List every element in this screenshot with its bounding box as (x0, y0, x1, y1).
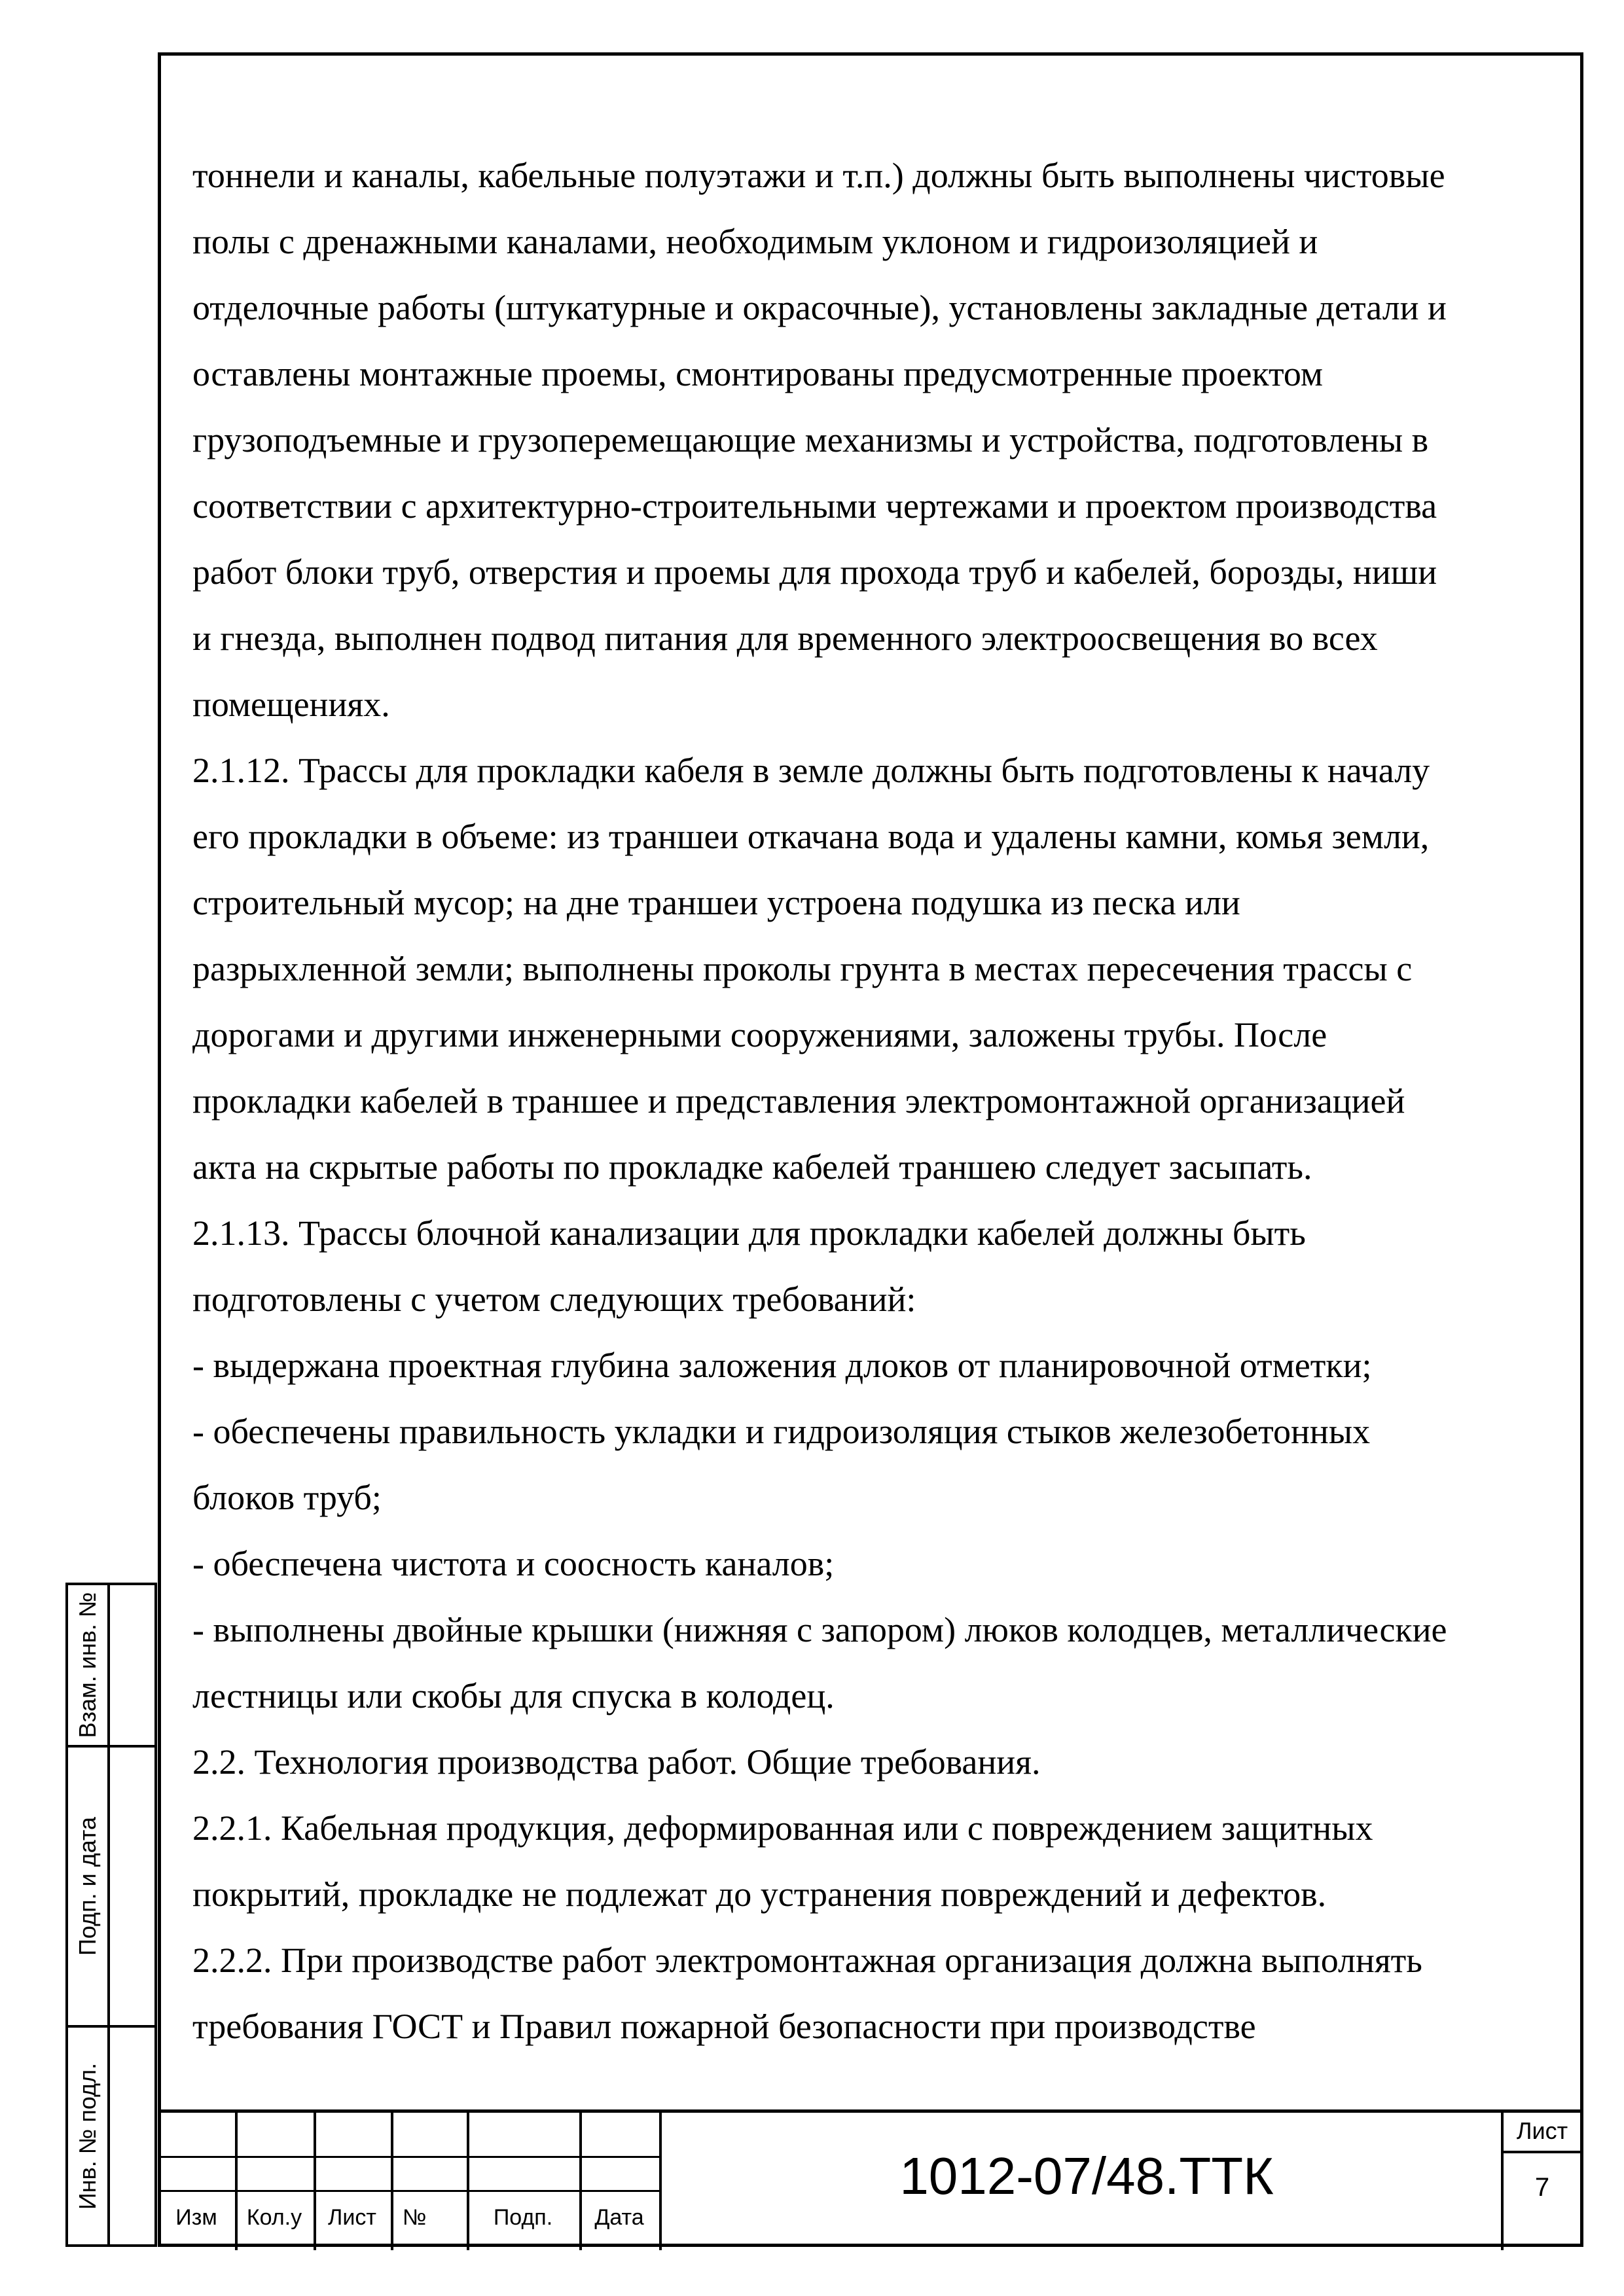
body-line: - выполнены двойные крышки (нижняя с запором) люков колодцев, металлические (192, 1610, 1447, 1649)
title-block-header-list: Лист (328, 2205, 376, 2230)
title-block-header-izm: Изм (175, 2205, 217, 2230)
title-block-header-no: № (403, 2205, 427, 2230)
body-line: 2.1.13. Трассы блочной канализации для прокладки кабелей должны быть (192, 1213, 1306, 1253)
body-line: его прокладки в объеме: из траншеи откачана вода и удалены камни, комья земли, (192, 817, 1430, 856)
document-body (192, 143, 1567, 2060)
body-line: помещениях. (192, 685, 390, 724)
body-line: подготовлены с учетом следующих требований: (192, 1280, 916, 1319)
title-block-row-line (158, 2156, 662, 2158)
body-line: тоннели и каналы, кабельные полуэтажи и т.п.) должны быть выполнены чистовые (192, 156, 1445, 195)
body-line: покрытий, прокладке не подлежат до устранения повреждений и дефектов. (192, 1874, 1327, 1914)
body-line: 2.2.2. При производстве работ электромонтажная организация должна выполнять (192, 1941, 1422, 1980)
title-block-header-data: Дата (594, 2205, 644, 2230)
side-stamp-podp (65, 1745, 157, 2028)
side-label-podp: Подп. и дата (74, 1816, 101, 1956)
body-line: работ блоки труб, отверстия и проемы для прохода труб и кабелей, борозды, ниши (192, 552, 1437, 592)
body-line: 2.2.1. Кабельная продукция, деформированная или с повреждением защитных (192, 1808, 1373, 1848)
body-line: 2.2. Технология производства работ. Общие требования. (192, 1742, 1041, 1782)
body-line: и гнезда, выполнен подвод питания для временного электроосвещения во всех (192, 619, 1378, 658)
body-line: полы с дренажными каналами, необходимым уклоном и гидроизоляцией и (192, 222, 1318, 261)
side-label-vzam: Взам. инв. № (74, 1592, 101, 1738)
body-line: прокладки кабелей в траншее и представления электромонтажной организацией (192, 1081, 1405, 1121)
side-label-inv: Инв. № подл. (74, 2062, 101, 2210)
body-line: акта на скрытые работы по прокладке кабелей траншею следует засыпать. (192, 1147, 1312, 1187)
body-line: - обеспечены правильность укладки и гидроизоляция стыков железобетонных (192, 1412, 1371, 1451)
body-line: отделочные работы (штукатурные и окрасочные), установлены закладные детали и (192, 288, 1447, 327)
body-line: строительный мусор; на дне траншеи устроена подушка из песка или (192, 883, 1240, 922)
side-stamp-vzam (65, 1583, 157, 1748)
body-line: лестницы или скобы для спуска в колодец. (192, 1676, 835, 1715)
title-block-header-podp: Подп. (493, 2205, 553, 2230)
sheet-label: Лист (1516, 2117, 1568, 2144)
title-block-header-kolu: Кол.у (246, 2205, 302, 2230)
document-code: 1012-07/48.ТТК (899, 2147, 1274, 2205)
sheet-number: 7 (1534, 2173, 1550, 2202)
body-line: блоков труб; (192, 1478, 382, 1517)
body-line: 2.1.12. Трассы для прокладки кабеля в земле должны быть подготовлены к началу (192, 751, 1430, 790)
body-line: грузоподъемные и грузоперемещающие механизмы и устройства, подготовлены в (192, 420, 1429, 459)
body-line: требования ГОСТ и Правил пожарной безопасности при производстве (192, 2007, 1256, 2046)
body-line: соответствии с архитектурно-строительными чертежами и проектом производства (192, 486, 1437, 526)
body-line: - обеспечена чистота и соосность каналов; (192, 1544, 835, 1583)
side-stamp-inv (65, 2025, 157, 2247)
body-line: - выдержана проектная глубина заложения длоков от планировочной отметки; (192, 1346, 1372, 1385)
body-line: оставлены монтажные проемы, смонтированы предусмотренные проектом (192, 354, 1324, 393)
body-line: дорогами и другими инженерными сооружениями, заложены трубы. После (192, 1015, 1327, 1054)
sheet-box-divider (1501, 2151, 1583, 2153)
body-line: разрыхленной земли; выполнены проколы грунта в местах пересечения трассы с (192, 949, 1413, 988)
